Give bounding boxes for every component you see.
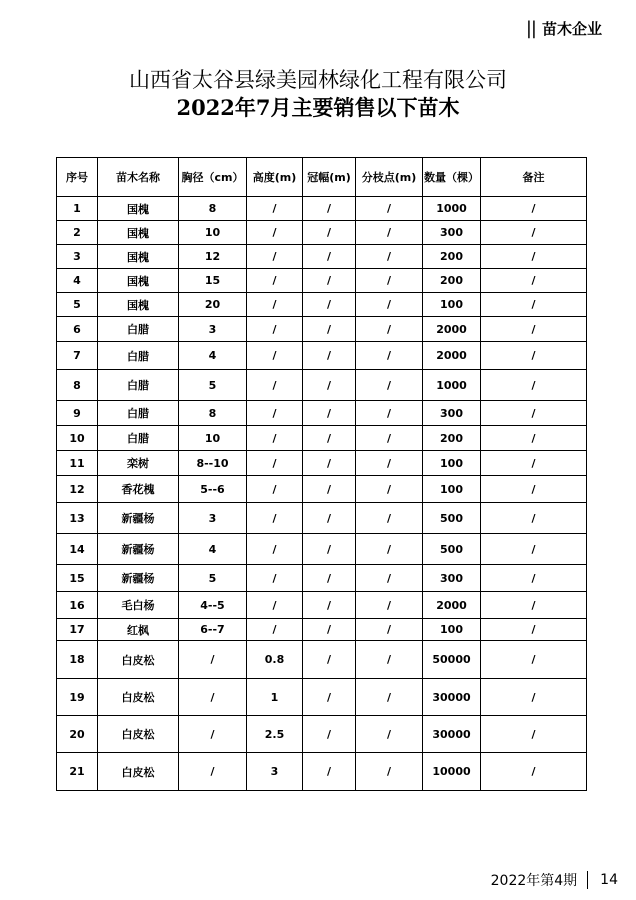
cell-diameter: 4 bbox=[179, 342, 247, 370]
cell-crown: / bbox=[303, 534, 356, 565]
cell-height: / bbox=[247, 342, 303, 370]
cell-index: 15 bbox=[57, 565, 98, 592]
table-row bbox=[57, 753, 587, 791]
cell-remark: / bbox=[481, 197, 587, 221]
cell-remark: / bbox=[481, 426, 587, 451]
cell-name: 白腊 bbox=[98, 426, 179, 451]
cell-crown: / bbox=[303, 503, 356, 534]
cell-diameter: 4--5 bbox=[179, 592, 247, 619]
cell-quantity: 500 bbox=[423, 503, 481, 534]
cell-name: 国槐 bbox=[98, 197, 179, 221]
table-row bbox=[57, 370, 587, 401]
cell-branch: / bbox=[356, 592, 423, 619]
cell-remark: / bbox=[481, 370, 587, 401]
cell-branch: / bbox=[356, 197, 423, 221]
cell-height: / bbox=[247, 534, 303, 565]
cell-quantity: 50000 bbox=[423, 641, 481, 679]
cell-index: 6 bbox=[57, 317, 98, 342]
table-body bbox=[57, 197, 587, 791]
cell-branch: / bbox=[356, 716, 423, 753]
cell-quantity: 200 bbox=[423, 245, 481, 269]
col-header-crown: 冠幅(m) bbox=[303, 158, 356, 197]
cell-index: 1 bbox=[57, 197, 98, 221]
cell-height: 1 bbox=[247, 679, 303, 716]
cell-diameter: / bbox=[179, 753, 247, 791]
cell-branch: / bbox=[356, 401, 423, 426]
cell-diameter: 10 bbox=[179, 221, 247, 245]
cell-remark: / bbox=[481, 221, 587, 245]
sales-table bbox=[56, 157, 587, 791]
cell-height: / bbox=[247, 370, 303, 401]
cell-branch: / bbox=[356, 679, 423, 716]
cell-height: / bbox=[247, 476, 303, 503]
cell-crown: / bbox=[303, 565, 356, 592]
cell-remark: / bbox=[481, 245, 587, 269]
cell-quantity: 300 bbox=[423, 221, 481, 245]
cell-index: 20 bbox=[57, 716, 98, 753]
cell-name: 新疆杨 bbox=[98, 503, 179, 534]
cell-remark: / bbox=[481, 451, 587, 476]
cell-diameter: 5 bbox=[179, 565, 247, 592]
cell-index: 3 bbox=[57, 245, 98, 269]
section-label: 苗木企业 bbox=[541, 20, 602, 38]
cell-remark: / bbox=[481, 619, 587, 641]
cell-branch: / bbox=[356, 534, 423, 565]
title-subtitle: 2022年7月主要销售以下苗木 bbox=[176, 95, 460, 120]
cell-remark: / bbox=[481, 592, 587, 619]
col-header-height: 高度(m) bbox=[247, 158, 303, 197]
cell-name: 白腊 bbox=[98, 370, 179, 401]
cell-remark: / bbox=[481, 716, 587, 753]
cell-diameter: 8--10 bbox=[179, 451, 247, 476]
cell-crown: / bbox=[303, 245, 356, 269]
cell-quantity: 300 bbox=[423, 565, 481, 592]
cell-branch: / bbox=[356, 451, 423, 476]
cell-remark: / bbox=[481, 476, 587, 503]
cell-remark: / bbox=[481, 753, 587, 791]
cell-quantity: 100 bbox=[423, 293, 481, 317]
cell-crown: / bbox=[303, 476, 356, 503]
table-row bbox=[57, 565, 587, 592]
col-header-branch: 分枝点(m) bbox=[356, 158, 423, 197]
cell-remark: / bbox=[481, 293, 587, 317]
cell-quantity: 10000 bbox=[423, 753, 481, 791]
cell-name: 国槐 bbox=[98, 245, 179, 269]
cell-name: 国槐 bbox=[98, 293, 179, 317]
cell-branch: / bbox=[356, 342, 423, 370]
cell-name: 红枫 bbox=[98, 619, 179, 641]
cell-name: 毛白杨 bbox=[98, 592, 179, 619]
cell-index: 4 bbox=[57, 269, 98, 293]
cell-crown: / bbox=[303, 269, 356, 293]
cell-index: 18 bbox=[57, 641, 98, 679]
page-footer bbox=[491, 870, 618, 890]
table-row bbox=[57, 245, 587, 269]
cell-branch: / bbox=[356, 245, 423, 269]
cell-name: 新疆杨 bbox=[98, 534, 179, 565]
cell-quantity: 100 bbox=[423, 451, 481, 476]
table-row bbox=[57, 476, 587, 503]
cell-remark: / bbox=[481, 641, 587, 679]
cell-diameter: 3 bbox=[179, 317, 247, 342]
cell-diameter: 10 bbox=[179, 426, 247, 451]
cell-height: / bbox=[247, 451, 303, 476]
cell-branch: / bbox=[356, 753, 423, 791]
cell-height: / bbox=[247, 317, 303, 342]
cell-remark: / bbox=[481, 534, 587, 565]
cell-quantity: 1000 bbox=[423, 197, 481, 221]
cell-crown: / bbox=[303, 370, 356, 401]
table-row bbox=[57, 451, 587, 476]
cell-crown: / bbox=[303, 619, 356, 641]
cell-branch: / bbox=[356, 503, 423, 534]
cell-quantity: 1000 bbox=[423, 370, 481, 401]
table-row bbox=[57, 426, 587, 451]
cell-height: / bbox=[247, 426, 303, 451]
cell-height: / bbox=[247, 293, 303, 317]
cell-height: 3 bbox=[247, 753, 303, 791]
cell-branch: / bbox=[356, 619, 423, 641]
cell-name: 栾树 bbox=[98, 451, 179, 476]
cell-quantity: 2000 bbox=[423, 317, 481, 342]
cell-name: 白腊 bbox=[98, 317, 179, 342]
cell-index: 2 bbox=[57, 221, 98, 245]
cell-diameter: 5--6 bbox=[179, 476, 247, 503]
table-row bbox=[57, 534, 587, 565]
cell-branch: / bbox=[356, 565, 423, 592]
page-title bbox=[0, 66, 636, 122]
cell-diameter: / bbox=[179, 641, 247, 679]
cell-crown: / bbox=[303, 317, 356, 342]
cell-name: 香花槐 bbox=[98, 476, 179, 503]
cell-index: 8 bbox=[57, 370, 98, 401]
cell-height: 2.5 bbox=[247, 716, 303, 753]
cell-index: 12 bbox=[57, 476, 98, 503]
table-row bbox=[57, 317, 587, 342]
table-row bbox=[57, 679, 587, 716]
cell-height: / bbox=[247, 221, 303, 245]
cell-index: 13 bbox=[57, 503, 98, 534]
cell-name: 新疆杨 bbox=[98, 565, 179, 592]
cell-crown: / bbox=[303, 753, 356, 791]
cell-name: 白皮松 bbox=[98, 679, 179, 716]
cell-remark: / bbox=[481, 401, 587, 426]
cell-height: / bbox=[247, 197, 303, 221]
cell-remark: / bbox=[481, 269, 587, 293]
cell-diameter: 8 bbox=[179, 401, 247, 426]
cell-name: 白皮松 bbox=[98, 641, 179, 679]
cell-index: 7 bbox=[57, 342, 98, 370]
cell-branch: / bbox=[356, 370, 423, 401]
cell-diameter: 5 bbox=[179, 370, 247, 401]
table-row bbox=[57, 503, 587, 534]
cell-crown: / bbox=[303, 716, 356, 753]
cell-name: 白皮松 bbox=[98, 716, 179, 753]
table-row bbox=[57, 221, 587, 245]
cell-name: 白腊 bbox=[98, 342, 179, 370]
cell-diameter: 6--7 bbox=[179, 619, 247, 641]
table-header-row bbox=[57, 158, 587, 197]
table-row bbox=[57, 641, 587, 679]
cell-height: / bbox=[247, 619, 303, 641]
table-row bbox=[57, 592, 587, 619]
cell-branch: / bbox=[356, 476, 423, 503]
cell-branch: / bbox=[356, 426, 423, 451]
cell-index: 17 bbox=[57, 619, 98, 641]
cell-index: 9 bbox=[57, 401, 98, 426]
cell-name: 国槐 bbox=[98, 221, 179, 245]
cell-crown: / bbox=[303, 426, 356, 451]
cell-diameter: / bbox=[179, 716, 247, 753]
cell-name: 白腊 bbox=[98, 401, 179, 426]
cell-remark: / bbox=[481, 317, 587, 342]
cell-height: / bbox=[247, 245, 303, 269]
cell-index: 11 bbox=[57, 451, 98, 476]
col-header-quantity: 数量（棵） bbox=[423, 158, 481, 197]
double-bar-icon: || bbox=[525, 18, 536, 39]
title-company: 山西省太谷县绿美园林绿化工程有限公司 bbox=[129, 68, 507, 92]
cell-diameter: 3 bbox=[179, 503, 247, 534]
cell-diameter: / bbox=[179, 679, 247, 716]
cell-crown: / bbox=[303, 342, 356, 370]
col-header-name: 苗木名称 bbox=[98, 158, 179, 197]
cell-diameter: 12 bbox=[179, 245, 247, 269]
cell-diameter: 8 bbox=[179, 197, 247, 221]
table-row bbox=[57, 342, 587, 370]
cell-index: 21 bbox=[57, 753, 98, 791]
cell-height: / bbox=[247, 503, 303, 534]
col-header-diameter: 胸径（cm） bbox=[179, 158, 247, 197]
cell-height: / bbox=[247, 592, 303, 619]
cell-height: / bbox=[247, 269, 303, 293]
cell-crown: / bbox=[303, 592, 356, 619]
cell-remark: / bbox=[481, 679, 587, 716]
footer-divider bbox=[587, 871, 588, 889]
cell-quantity: 500 bbox=[423, 534, 481, 565]
cell-crown: / bbox=[303, 679, 356, 716]
cell-quantity: 30000 bbox=[423, 716, 481, 753]
cell-name: 白皮松 bbox=[98, 753, 179, 791]
cell-crown: / bbox=[303, 293, 356, 317]
cell-quantity: 2000 bbox=[423, 592, 481, 619]
cell-crown: / bbox=[303, 401, 356, 426]
cell-branch: / bbox=[356, 293, 423, 317]
cell-branch: / bbox=[356, 317, 423, 342]
cell-index: 16 bbox=[57, 592, 98, 619]
cell-diameter: 15 bbox=[179, 269, 247, 293]
cell-quantity: 30000 bbox=[423, 679, 481, 716]
col-header-index: 序号 bbox=[57, 158, 98, 197]
cell-index: 10 bbox=[57, 426, 98, 451]
cell-branch: / bbox=[356, 641, 423, 679]
cell-height: / bbox=[247, 565, 303, 592]
table-row bbox=[57, 269, 587, 293]
cell-crown: / bbox=[303, 451, 356, 476]
cell-height: / bbox=[247, 401, 303, 426]
cell-remark: / bbox=[481, 503, 587, 534]
page-number: 14 bbox=[600, 872, 618, 888]
cell-height: 0.8 bbox=[247, 641, 303, 679]
cell-name: 国槐 bbox=[98, 269, 179, 293]
cell-crown: / bbox=[303, 221, 356, 245]
table-row bbox=[57, 197, 587, 221]
cell-remark: / bbox=[481, 565, 587, 592]
cell-index: 14 bbox=[57, 534, 98, 565]
cell-crown: / bbox=[303, 197, 356, 221]
cell-diameter: 20 bbox=[179, 293, 247, 317]
cell-remark: / bbox=[481, 342, 587, 370]
cell-branch: / bbox=[356, 221, 423, 245]
table-row bbox=[57, 716, 587, 753]
cell-quantity: 200 bbox=[423, 426, 481, 451]
cell-quantity: 100 bbox=[423, 476, 481, 503]
cell-diameter: 4 bbox=[179, 534, 247, 565]
table-row bbox=[57, 293, 587, 317]
cell-quantity: 2000 bbox=[423, 342, 481, 370]
section-header bbox=[526, 18, 602, 39]
issue-label: 2022年第4期 bbox=[490, 873, 578, 889]
cell-quantity: 200 bbox=[423, 269, 481, 293]
cell-quantity: 100 bbox=[423, 619, 481, 641]
cell-crown: / bbox=[303, 641, 356, 679]
cell-quantity: 300 bbox=[423, 401, 481, 426]
cell-index: 19 bbox=[57, 679, 98, 716]
table-row bbox=[57, 619, 587, 641]
col-header-remark: 备注 bbox=[481, 158, 587, 197]
table-row bbox=[57, 401, 587, 426]
cell-branch: / bbox=[356, 269, 423, 293]
cell-index: 5 bbox=[57, 293, 98, 317]
